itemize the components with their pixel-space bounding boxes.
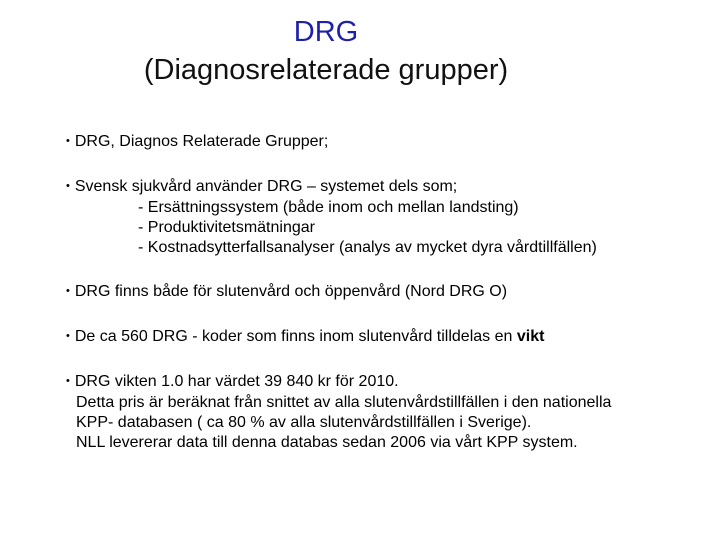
- bullet-icon: •: [66, 285, 70, 297]
- bullet-drg-codes: [66, 327, 706, 348]
- bullet-drg-care-types: [66, 282, 706, 303]
- continuation-line: KPP- databasen ( ca 80 % av alla slutenvårdstillfällen i Sverige).: [76, 414, 532, 431]
- bullet-emphasis: vikt: [516, 328, 545, 345]
- bullet-text: DRG finns både för slutenvård och öppenvård (Nord DRG O): [74, 283, 508, 300]
- bullet-drg-usage: [66, 177, 706, 258]
- title-subtitle: (Diagnosrelaterade grupper): [143, 54, 509, 86]
- title-main: DRG: [293, 16, 359, 48]
- slide-body: [66, 132, 706, 453]
- bullet-icon: •: [66, 135, 70, 147]
- bullet-drg-weight: [66, 372, 706, 453]
- bullet-icon: •: [66, 375, 70, 387]
- sub-item: - Kostnadsytterfallsanalyser (analys av mycket dyra vårdtillfällen): [138, 239, 597, 256]
- sub-item: - Produktivitetsmätningar: [138, 219, 315, 236]
- bullet-drg-definition: [66, 132, 706, 153]
- bullet-text: Svensk sjukvård använder DRG – systemet dels som;: [74, 178, 458, 195]
- continuation-line: NLL levererar data till denna databas sedan 2006 via vårt KPP system.: [76, 434, 578, 451]
- bullet-icon: •: [66, 330, 70, 342]
- bullet-text: DRG vikten 1.0 har värdet 39 840 kr för 2010.: [74, 373, 399, 390]
- continuation-line: Detta pris är beräknat från snittet av alla slutenvårdstillfällen i den nationella: [76, 394, 612, 411]
- bullet-text: DRG, Diagnos Relaterade Grupper;: [74, 133, 329, 150]
- bullet-text: De ca 560 DRG - koder som finns inom slutenvård tilldelas en: [74, 328, 517, 345]
- bullet-icon: •: [66, 180, 70, 192]
- sub-item: - Ersättningssystem (både inom och mellan landsting): [138, 199, 519, 216]
